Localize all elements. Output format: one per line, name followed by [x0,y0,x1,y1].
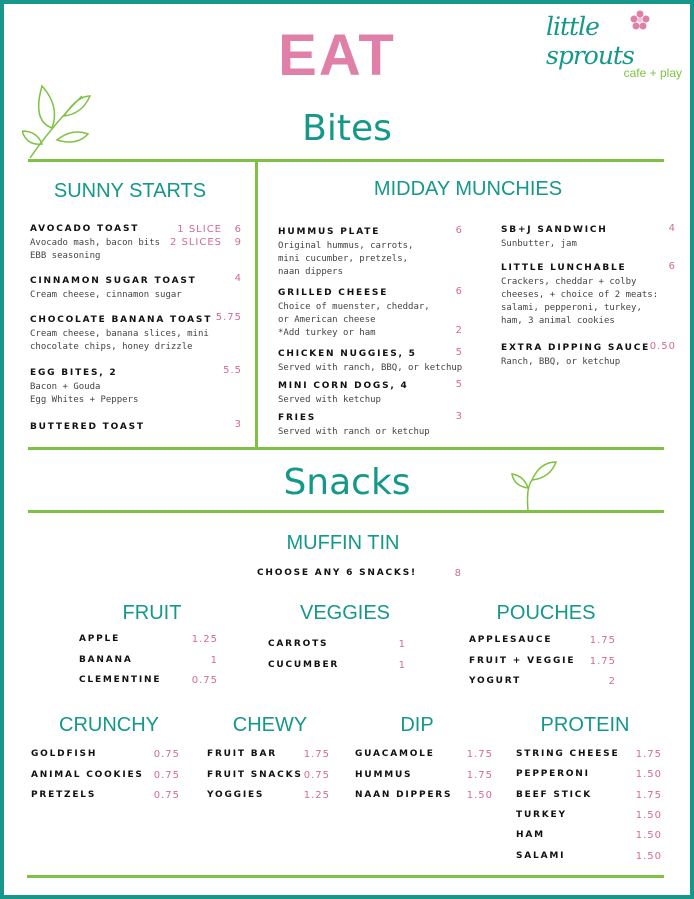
option-label: 2 SLICES [169,237,222,248]
snack-item-name: FRUIT SNACKS [207,769,303,780]
menu-item-price: 6 [455,286,463,297]
menu-item-name: AVOCADO TOAST [30,224,140,234]
snack-item-price: 0.75 [303,769,330,781]
snack-item-name: YOGURT [469,676,522,686]
option-label: 1 SLICE [177,224,222,235]
snack-item-price: 1 [398,639,406,650]
menu-item-price: 3 [234,419,242,430]
snack-item-price: 1 [210,654,218,666]
menu-item-price: 4 [234,273,242,284]
snack-item-name: PEPPERONI [516,769,590,780]
snack-item-price: 1.75 [635,749,662,760]
snack-item-name: TURKEY [516,809,567,820]
snack-item-name: ANIMAL COOKIES [31,769,144,780]
snack-item-name: STRING CHEESE [516,749,620,759]
snacks-heading: Snacks [283,462,411,503]
divider [28,447,664,450]
menu-item-name: MINI CORN DOGS, 4 [278,381,409,391]
menu-item-name: EXTRA DIPPING SAUCE [501,343,651,353]
snack-item-price: 0.75 [153,749,180,760]
veggies-heading: VEGGIES [299,602,391,624]
snack-item-price: 1.50 [635,850,662,862]
snack-item-price: 1.50 [635,809,662,821]
snack-item-price: 0.75 [153,769,180,781]
snack-item-price: 1.50 [466,790,493,801]
snack-item-price: 1.75 [589,635,616,646]
snack-item-price: 1 [398,659,406,671]
menu-item-description: Cream cheese, cinnamon sugar [30,290,182,300]
snack-item-name: APPLESAUCE [469,635,553,645]
menu-item-description: Crackers, cheddar + colby cheeses, + choice of 2 meats: salami, pepperoni, turkey, ham, 3 animal cookies [501,277,659,326]
muffin-tin-heading: MUFFIN TIN [286,532,400,554]
menu-item-name: FRIES [278,413,317,423]
snack-item-price: 0.75 [153,790,180,801]
menu-item-description: Avocado mash, bacon bits EBB seasoning [30,238,161,261]
logo-tagline: cafe + play [623,66,682,80]
muffin-tin-text: CHOOSE ANY 6 SNACKS! [257,568,417,578]
snack-item-name: NAAN DIPPERS [355,790,453,800]
menu-item-name: CINNAMON SUGAR TOAST [30,276,197,286]
snack-item-name: YOGGIES [207,790,265,800]
muffin-tin-price: 8 [454,568,462,579]
snack-item-price: 1.50 [635,830,662,842]
snack-item-name: FRUIT + VEGGIE [469,655,576,666]
snack-item-price: 1.75 [303,749,330,760]
snack-item-name: GOLDFISH [31,749,98,759]
snack-item-name: FRUIT BAR [207,749,277,759]
menu-item-price: 6 [234,224,242,235]
snack-item-price: 1.75 [635,789,662,801]
menu-item-description: Sunbutter, jam [501,239,577,249]
menu-item-price: 6 [668,261,676,272]
snack-item-name: HUMMUS [355,769,413,780]
logo-name: little sprouts [546,12,634,70]
menu-item-name: CHOCOLATE BANANA TOAST [30,315,213,325]
snack-item-name: CARROTS [268,639,329,649]
snack-item-name: SALAMI [516,850,566,861]
snack-item-price: 0.75 [191,675,218,686]
snack-item-name: CUCUMBER [268,659,340,670]
divider [28,159,664,162]
menu-item-name: LITTLE LUNCHABLE [501,263,627,273]
menu-item-name: SB+J SANDWICH [501,225,608,235]
menu-item-price: 0.50 [649,341,676,352]
snack-item-price: 2 [608,676,616,687]
pouches-heading: POUCHES [496,602,596,624]
divider [255,160,258,449]
snack-item-name: PRETZELS [31,790,97,800]
menu-item-price: 5.75 [215,312,242,323]
dip-heading: DIP [400,714,434,736]
snack-item-name: GUACAMOLE [355,749,435,759]
snack-item-name: HAM [516,830,545,841]
snack-item-price: 1.25 [303,790,330,801]
menu-item-name: GRILLED CHEESE [278,288,389,298]
menu-item-price: 6 [455,225,463,236]
menu-item-price: 5 [455,379,463,390]
menu-item-description: Bacon + Gouda Egg Whites + Peppers [30,382,139,405]
addon-price: 2 [455,325,463,336]
page-title: EAT [278,23,396,88]
menu-item-price: 3 [455,411,463,422]
protein-heading: PROTEIN [540,714,630,736]
snack-item-price: 1.75 [466,769,493,781]
snack-item-name: APPLE [79,634,121,644]
menu-item-price: 5.5 [223,365,242,376]
menu-item-name: EGG BITES, 2 [30,368,118,378]
menu-item-description: Choice of muenster, cheddar, or American cheese *Add turkey or ham [278,302,430,338]
menu-item-price: 9 [234,237,242,248]
menu-item-description: Original hummus, carrots, mini cucumber, pretzels, naan dippers [278,241,414,277]
divider [27,875,664,878]
snack-item-name: BANANA [79,654,133,665]
snack-item-price: 1.75 [466,749,493,760]
menu-item-description: Ranch, BBQ, or ketchup [501,357,621,367]
menu-item-description: Served with ranch, BBQ, or ketchup [278,363,463,373]
bites-heading: Bites [302,108,392,149]
menu-item-price: 5 [455,347,463,358]
menu-item-name: HUMMUS PLATE [278,227,381,237]
divider [28,510,664,513]
menu-item-price: 4 [668,223,676,234]
snack-item-price: 1.50 [635,769,662,781]
menu-item-description: Served with ketchup [278,395,381,405]
chewy-heading: CHEWY [232,714,308,736]
midday-munchies-heading: MIDDAY MUNCHIES [373,178,563,200]
menu-item-description: Served with ranch or ketchup [278,427,430,437]
menu-item-description: Cream cheese, banana slices, mini chocolate chips, honey drizzle [30,329,209,352]
fruit-heading: FRUIT [122,602,182,624]
snack-item-name: BEEF STICK [516,789,592,800]
crunchy-heading: CRUNCHY [59,714,159,736]
snack-item-price: 1.75 [589,655,616,667]
menu-item-name: CHICKEN NUGGIES, 5 [278,349,417,359]
menu-item-name: BUTTERED TOAST [30,422,145,432]
snack-item-name: CLEMENTINE [79,675,162,685]
sunny-starts-heading: SUNNY STARTS [53,180,207,202]
snack-item-price: 1.25 [191,634,218,645]
